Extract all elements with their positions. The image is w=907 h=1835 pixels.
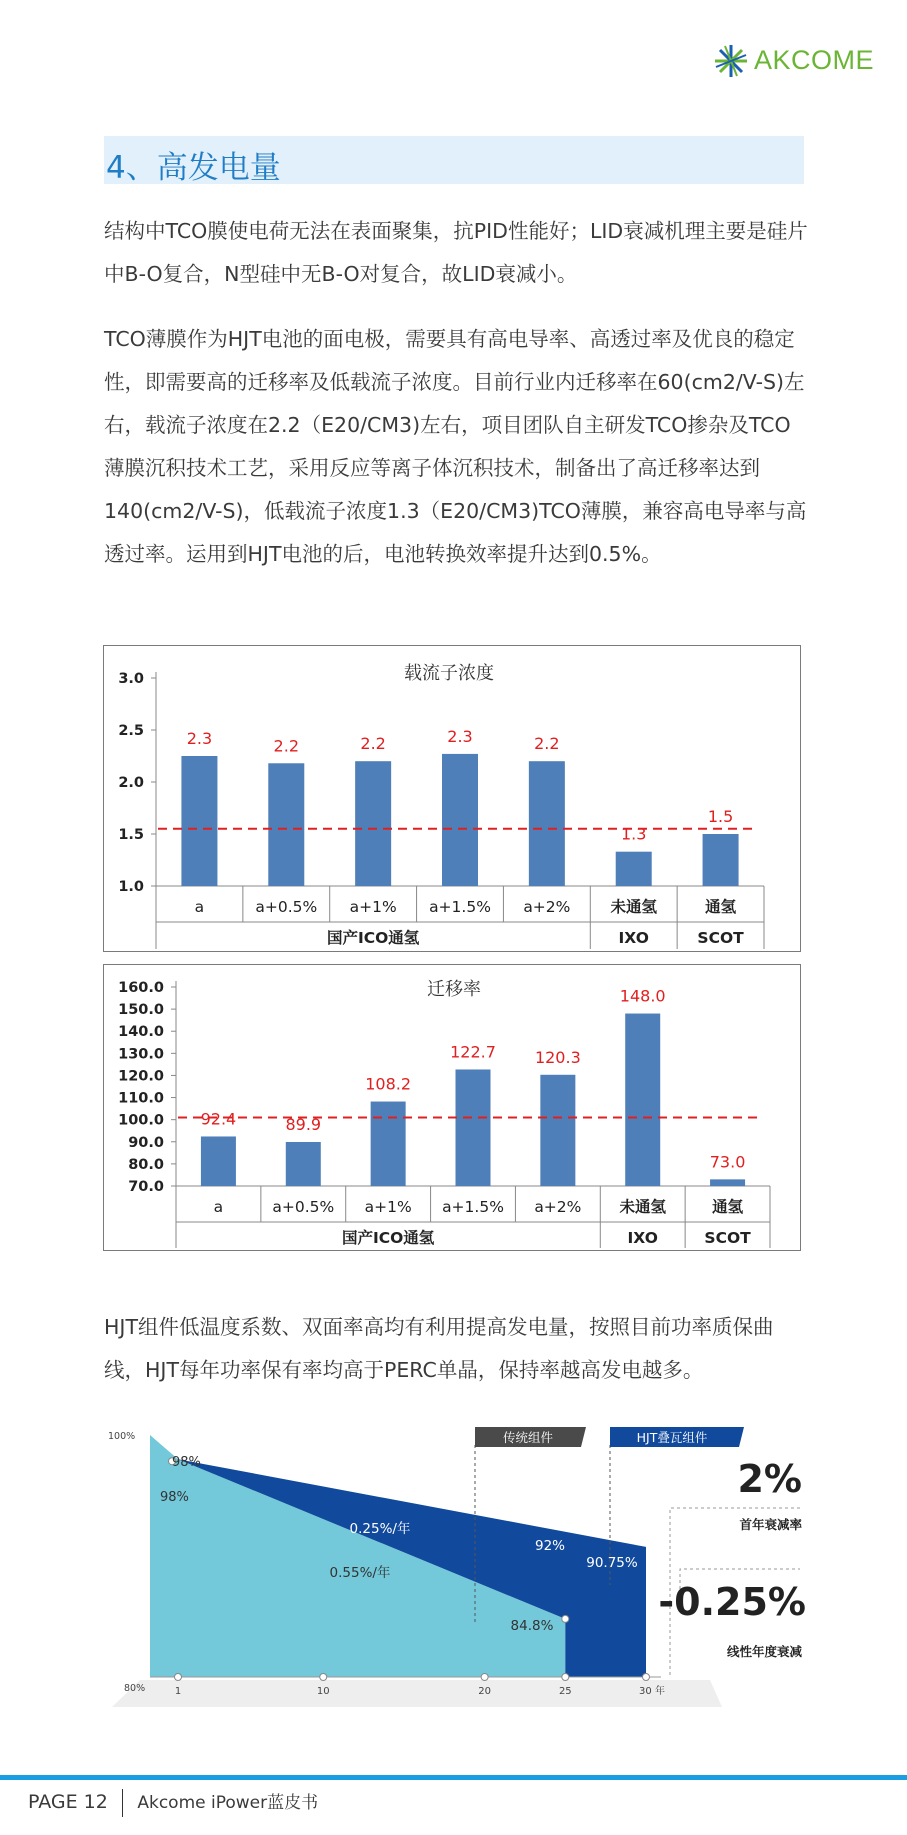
data-label: 2.3 [447,726,473,746]
mobility-svg [104,965,800,1250]
bar [371,1102,406,1186]
data-label: 1.3 [620,824,647,844]
footer-rule [0,1775,907,1780]
mobility-chart [103,964,801,1251]
brand-name: AKCOME [754,45,875,75]
y-label-bottom: 80% [124,1683,146,1694]
bar [181,756,217,886]
y-tick-label: 2.0 [118,775,144,791]
y-tick-label: 2.5 [118,723,144,739]
annotation: 90.75% [586,1555,638,1571]
y-tick-label: 1.0 [118,879,144,895]
annotation: 98% [172,1455,201,1470]
y-tick-label: 80.0 [128,1156,164,1173]
data-label: 148.0 [619,986,666,1006]
y-tick-label: 160.0 [118,980,164,996]
y-tick-label: 120.0 [118,1068,164,1085]
bar [201,1136,236,1186]
section-header [104,136,804,184]
hjt-rate-label: 0.25%/年 [349,1521,411,1537]
page-number: PAGE 12 [28,1791,108,1813]
category-label: 通氢 [705,898,737,916]
x-tick-marker [643,1674,650,1681]
category-label: 未通氢 [610,898,657,916]
category-label: a [194,898,205,916]
x-tick-label: 1 [174,1686,182,1697]
data-label: 122.7 [450,1042,496,1062]
y-tick-label: 140.0 [118,1024,164,1041]
y-tick-label: 3.0 [118,671,144,687]
category-label: a+1% [364,1198,412,1216]
group-label: SCOT [697,929,744,947]
category-label: a [213,1198,224,1216]
y-tick-label: 130.0 [118,1046,164,1063]
annotation: 84.8% [510,1618,554,1634]
y-tick-label: 100.0 [118,1112,164,1129]
bar [286,1142,321,1186]
carrier-concentration-chart [103,645,801,952]
y-tick-label: 70.0 [128,1179,164,1195]
category-label: 通氢 [712,1198,744,1216]
carrier-concentration-svg [104,646,800,951]
bar [529,761,565,886]
degradation-chart [100,1425,820,1715]
x-tick-label: 20 [478,1686,491,1697]
akcome-logo [712,40,882,80]
category-label: a+1% [349,898,397,916]
category-label: a+0.5% [272,1198,335,1216]
callout-value: -0.25% [658,1580,806,1624]
data-label: 89.9 [285,1114,322,1134]
akcome-logo-icon [712,42,750,80]
book-title: Akcome iPower蓝皮书 [137,1793,319,1813]
traditional-rate-label: 0.55%/年 [329,1565,391,1581]
footer-separator [122,1789,124,1817]
data-label: 2.2 [534,734,560,754]
bar [625,1014,660,1186]
page-footer [28,1788,318,1818]
data-label: 1.5 [707,807,734,826]
group-label: 国产ICO通氢 [326,929,420,947]
data-label: 2.2 [273,736,300,756]
category-label: a+2% [534,1198,582,1216]
x-tick-label: 10 [316,1686,330,1697]
category-label: 未通氢 [619,1198,666,1216]
category-label: a+0.5% [255,898,318,916]
chart-title: 迁移率 [427,979,481,1000]
section-title: 4、高发电量 [106,150,281,186]
group-label: IXO [618,929,649,947]
y-tick-label: 110.0 [118,1090,164,1107]
y-tick-label: 90.0 [128,1134,164,1151]
category-label: a+1.5% [442,1198,504,1216]
x-tick-label: 30 年 [639,1686,665,1697]
y-tick-label: 150.0 [118,1002,164,1019]
bar [710,1179,745,1186]
data-label: 120.3 [534,1047,581,1067]
paragraph-3: HJT组件低温度系数、双面率高均有利用提高发电量，按照目前功率质保曲线，HJT每年功率保有率均高于PERC单晶，保持率越高发电越多。 [104,1315,774,1382]
bar [540,1075,575,1186]
data-label: 2.3 [186,729,213,748]
group-label: IXO [627,1229,658,1247]
category-label: a+1.5% [429,898,491,916]
bar [703,834,739,886]
x-tick-marker [481,1674,488,1681]
callout-label: 线性年度衰减 [726,1644,802,1659]
callout-label: 首年衰减率 [739,1517,802,1532]
data-label: 108.2 [365,1074,412,1094]
data-label: 73.0 [709,1152,746,1172]
paragraph-1: 结构中TCO膜使电荷无法在表面聚集，抗PID性能好；LID衰减机理主要是硅片中B-O复合，N型硅中无B-O对复合，故LID衰减小。 [104,219,808,286]
annotation: 92% [534,1538,566,1554]
bar [456,1069,491,1186]
data-label: 2.2 [360,734,386,754]
paragraph-2: TCO薄膜作为HJT电池的面电极，需要具有高电导率、高透过率及优良的稳定性，即需要高的迁移率及低载流子浓度。目前行业内迁移率在60(cm2/V-S)左右，载流子浓度在2.2（E20/CM3)左右，项目团队自主研发TCO掺杂及TCO薄膜沉积技术工艺，采用反应等离子体沉积技术，制备出了高迁移率达到140(cm2/V-S)，低载流子浓度1.3（E20/CM3)TCO薄膜，兼容高电导率与高透过率。运用到HJT电池的后，电池转换效率提升达到0.5%。 [104,327,807,566]
annotation: 98% [160,1490,189,1505]
end-marker [562,1615,569,1622]
hjt-legend-label: HJT叠瓦组件 [636,1430,708,1445]
x-tick-marker [562,1674,569,1681]
data-label: 92.4 [200,1109,237,1129]
group-label: SCOT [704,1229,751,1247]
x-tick-label: 25 [558,1686,572,1697]
y-label-top: 100% [108,1431,136,1442]
chart-floor [112,1680,722,1707]
bar [268,763,304,886]
bar [355,761,391,886]
traditional-legend-label: 传统组件 [502,1430,554,1445]
chart-title: 载流子浓度 [404,663,494,684]
x-tick-marker [175,1674,182,1681]
category-label: a+2% [523,898,571,916]
x-tick-marker [320,1674,327,1681]
bar [616,852,652,886]
callout-value: 2% [737,1457,802,1501]
y-tick-label: 1.5 [118,827,144,843]
bar [442,754,478,886]
group-label: 国产ICO通氢 [341,1229,435,1247]
